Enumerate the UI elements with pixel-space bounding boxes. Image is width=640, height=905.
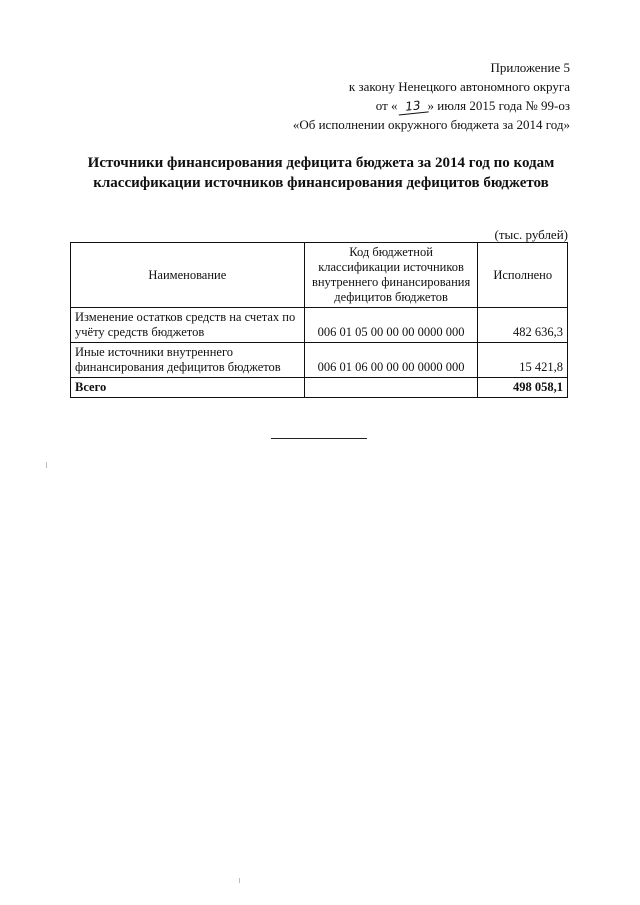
scan-artifact	[46, 462, 47, 468]
title-line-1: Источники финансирования дефицита бюджета за 2014 год по кодам	[87, 155, 555, 171]
appendix-label: Приложение 5	[490, 60, 570, 75]
date-suffix: » июля 2015 года № 99-оз	[427, 98, 570, 113]
header-code: Код бюджетной классификации источников внутреннего финансирования дефицитов бюджетов	[304, 243, 478, 308]
row-name: Иные источники внутреннего финансирования дефицитов бюджетов	[71, 343, 305, 378]
appendix-header	[293, 58, 570, 134]
date-prefix: от «	[375, 98, 398, 113]
units-label: (тыс. рублей)	[494, 227, 568, 242]
row-code: 006 01 06 00 00 00 0000 000	[304, 343, 478, 378]
law-date-line	[293, 96, 570, 115]
title-line-2: классификации источников финансирования дефицитов бюджетов	[93, 175, 549, 191]
row-executed: 15 421,8	[478, 343, 568, 378]
header-executed: Исполнено	[478, 243, 568, 308]
closing-divider	[271, 438, 367, 439]
law-reference: к закону Ненецкого автономного округа	[348, 79, 570, 94]
header-name: Наименование	[71, 243, 305, 308]
row-code: 006 01 05 00 00 00 0000 000	[304, 308, 478, 343]
table-header-row	[71, 243, 568, 308]
handwritten-day: 13	[397, 97, 428, 115]
table-row	[71, 343, 568, 378]
table-row	[71, 308, 568, 343]
total-executed: 498 058,1	[478, 378, 568, 398]
document-title	[68, 153, 574, 193]
row-executed: 482 636,3	[478, 308, 568, 343]
total-code	[304, 378, 478, 398]
law-title: «Об исполнении окружного бюджета за 2014 год»	[292, 117, 570, 132]
financing-sources-table	[70, 242, 568, 398]
total-name: Всего	[71, 378, 305, 398]
total-row	[71, 378, 568, 398]
scan-artifact	[239, 878, 240, 883]
row-name: Изменение остатков средств на счетах по учёту средств бюджетов	[71, 308, 305, 343]
